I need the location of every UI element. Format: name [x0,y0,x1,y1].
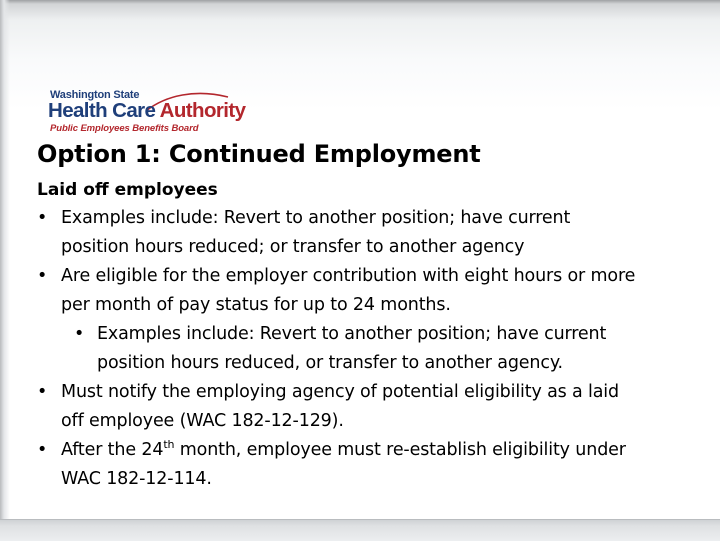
bullet-item [37,204,717,233]
logo-agency-name-part2: Authority [159,99,246,122]
ordinal-superscript: th [163,438,175,451]
logo-board-text: Public Employees Benefits Board [50,123,199,134]
sub-bullet-item [37,320,717,349]
bullet-icon: • [37,382,48,402]
bullet-text-continued: position hours reduced; or transfer to another agency [61,237,525,257]
hca-logo [48,88,246,136]
logo-agency-name-part1: Health Care [48,99,160,122]
bullet-item [37,262,717,291]
bullet-text: Must notify the employing agency of potential eligibility as a laid [61,382,619,402]
bullet-text-continued: per month of pay status for up to 24 months. [61,295,451,315]
logo-agency-name [48,99,245,125]
bullet-text-part: After the 24 [61,440,164,460]
bullet-text-continued: off employee (WAC 182-12-129). [61,411,344,431]
bullet-icon: • [74,324,85,344]
bullet-icon: • [37,208,48,228]
slide-title: Option 1: Continued Employment [37,140,481,168]
bullet-item [37,436,717,465]
bullet-text-part: month, employee must re-establish eligibility under [174,440,626,460]
bullet-list [37,204,717,494]
bullet-text: Are eligible for the employer contribution with eight hours or more [61,266,636,286]
bullet-item [37,378,717,407]
slide-body [37,176,717,494]
logo-state-text: Washington State [50,89,140,101]
bullet-icon: • [37,440,48,460]
slide-footer-bar [0,519,720,541]
sub-bullet-text-continued: position hours reduced, or transfer to another agency. [97,353,563,373]
bullet-text-continued: WAC 182-12-114. [61,469,212,489]
section-subheading: Laid off employees [37,180,218,200]
bullet-icon: • [37,266,48,286]
slide-left-edge [0,0,10,540]
bullet-text: Examples include: Revert to another position; have current [61,208,571,228]
bullet-text [61,440,626,460]
sub-bullet-text: Examples include: Revert to another position; have current [97,324,607,344]
